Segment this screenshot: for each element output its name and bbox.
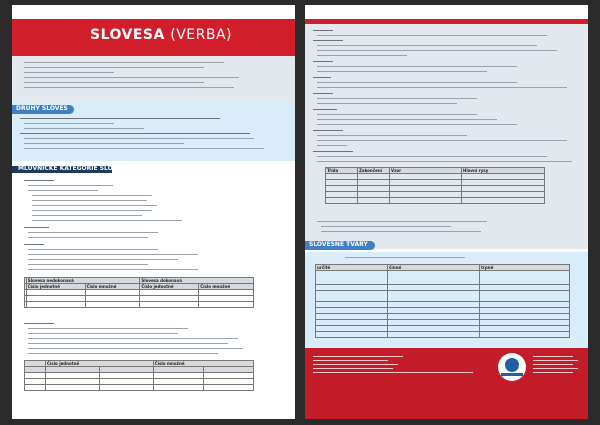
page-title: SLOVESA (VERBA) xyxy=(90,27,232,43)
tvary-block xyxy=(305,252,588,348)
footer xyxy=(305,348,588,419)
section-druhy: DRUHY SLOVES xyxy=(12,105,74,114)
section-tvary: SLOVESNÉ TVARY xyxy=(305,241,375,250)
title-bar xyxy=(12,19,295,56)
intro-block xyxy=(12,56,295,101)
section-kategorie: MLUVNICKÉ KATEGORIE SLOVES xyxy=(12,166,112,173)
tvary-table: určité činné trpné xyxy=(315,264,570,338)
druhy-block xyxy=(12,101,295,161)
upper-text-block xyxy=(305,24,588,249)
rod-table: Číslo jednotné Číslo množné xyxy=(24,360,254,391)
publisher-logo xyxy=(498,353,526,381)
trida-table: Třída Zakončení Vzor Hlavní rysy xyxy=(325,167,545,204)
left-page xyxy=(12,5,295,419)
vid-table: Slovesa nedokonavá Slovesa dokonavá Číslo jednotné Číslo množné Číslo jednotné Číslo množné xyxy=(24,277,254,308)
right-page xyxy=(305,5,588,419)
